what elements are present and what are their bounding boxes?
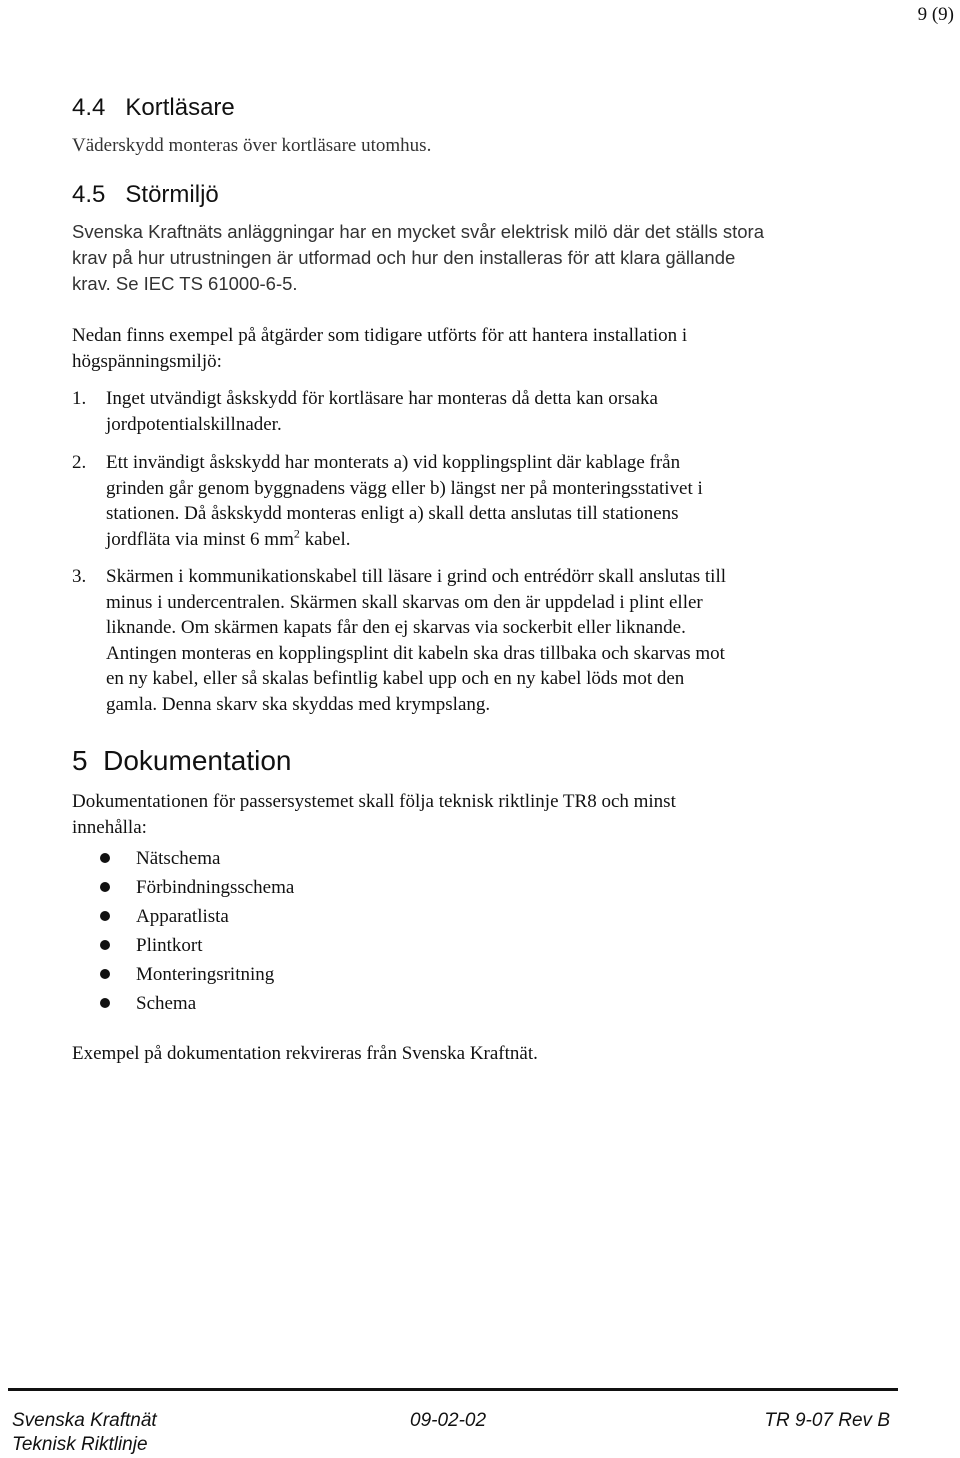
heading-4-5 [72, 181, 219, 209]
line-text: kabel. [299, 528, 351, 550]
paragraph-line: krav. Se IEC TS 61000-6-5. [72, 273, 298, 294]
list-item-line: Inget utvändigt åskskydd för kortläsare har monteras då detta kan orsaka [106, 388, 658, 409]
section-5-intro [72, 789, 676, 841]
list-item-text: Nätschema [136, 848, 221, 869]
section-4-5-paragraph-2 [72, 323, 687, 375]
list-item-line: Antingen monteras en kopplingsplint dit kabeln ska dras tillbaka och skarvas mot [106, 642, 725, 664]
list-item-text [106, 450, 703, 552]
footer-divider [8, 1388, 898, 1391]
list-item-line: stationen. Då åskskydd monteras enligt a) skall detta anslutas till stationens [106, 503, 679, 524]
footer-org: Svenska Kraftnät [12, 1410, 157, 1431]
paragraph-line: Dokumentationen för passersystemet skall följa teknisk riktlinje TR8 och minst [72, 791, 676, 812]
list-item-text: Förbindningsschema [136, 877, 295, 898]
list-item-line: minus i undercentralen. Skärmen skall skarvas om den är uppdelad i plint eller [106, 591, 703, 613]
bullet-icon [100, 882, 110, 892]
list-item-line: Ett invändigt åskskydd har monterats a) vid kopplingsplint där kablage från [106, 452, 681, 473]
heading-4-4 [72, 94, 235, 122]
list-item-line: grinden går genom byggnadens vägg eller b) längst ner på monteringsstativet i [106, 477, 703, 499]
list-number: 2. [72, 452, 87, 473]
paragraph-line: krav på hur utrustningen är utformad och hur den installeras för att klara gällande [72, 247, 736, 268]
list-item-line: Skärmen i kommunikationskabel till läsare i grind och entrédörr skall anslutas till [106, 566, 727, 587]
list-number: 1. [72, 388, 87, 409]
list-item-text: Monteringsritning [136, 964, 275, 985]
heading-number: 4.4 [72, 94, 106, 121]
list-item-line: en ny kabel, eller så skalas befintlig kabel upp och en ny kabel löds mot den [106, 668, 685, 689]
section-4-5-paragraph-1 [72, 219, 764, 297]
bullet-icon [100, 969, 110, 979]
heading-title: Dokumentation [103, 745, 292, 776]
footer-date: 09-02-02 [410, 1410, 487, 1431]
list-item-text [106, 386, 658, 437]
line-text: jordfläta via minst 6 mm [106, 528, 294, 550]
page-number: 9 (9) [917, 4, 954, 25]
list-item-text: Apparatlista [136, 906, 229, 927]
paragraph-line: högspänningsmiljö: [72, 351, 222, 372]
bullet-icon [100, 911, 110, 921]
paragraph-line: innehålla: [72, 817, 147, 838]
list-item-line: liknande. Om skärmen kapats får den ej skarvas via sockerbit eller liknande. [106, 617, 686, 638]
section-4-4-text: Väderskydd monteras över kortläsare utomhus. [72, 135, 432, 156]
list-item-line [106, 527, 703, 553]
list-item-text: Schema [136, 993, 197, 1014]
heading-title: Störmiljö [125, 181, 219, 208]
bullet-icon [100, 998, 110, 1008]
bullet-icon [100, 940, 110, 950]
bullet-icon [100, 853, 110, 863]
paragraph-line: Nedan finns exempel på åtgärder som tidigare utförts för att hantera installation i [72, 325, 688, 346]
paragraph-line: Svenska Kraftnäts anläggningar har en mycket svår elektrisk milö där det ställs stora [72, 221, 765, 242]
section-5-closing: Exempel på dokumentation rekvireras från Svenska Kraftnät. [72, 1043, 538, 1064]
heading-title: Kortläsare [125, 94, 235, 121]
list-item-text [106, 564, 726, 717]
heading-number: 4.5 [72, 181, 106, 208]
footer-doc-id: TR 9-07 Rev B [764, 1410, 890, 1431]
footer-doc-type: Teknisk Riktlinje [12, 1434, 148, 1455]
heading-number: 5 [72, 745, 88, 776]
list-item-line: jordpotentialskillnader. [106, 413, 282, 435]
list-item-line: gamla. Denna skarv ska skyddas med krympslang. [106, 693, 491, 715]
list-number: 3. [72, 566, 87, 587]
heading-5 [72, 745, 291, 777]
superscript: 2 [293, 526, 300, 541]
list-item-text: Plintkort [136, 935, 203, 956]
